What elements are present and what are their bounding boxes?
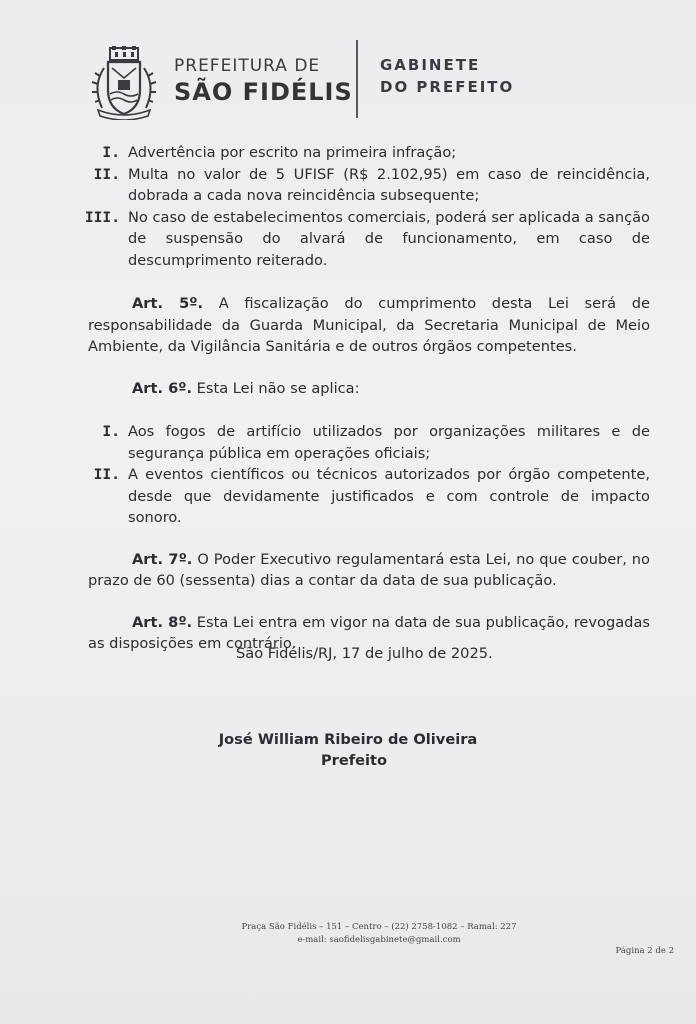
article-text: A fiscalização do cumprimento desta Lei será de responsabilidade da Guarda Municipal, da Secretaria Municipal de Meio Ambiente, da Vigilância Sanitária e de outros órgãos competentes.	[88, 295, 650, 355]
page-number: Página 2 de 2	[615, 946, 674, 956]
item-number: II.	[93, 466, 120, 483]
list-item	[84, 207, 650, 272]
list-item	[88, 464, 650, 529]
article-label: Art. 8º.	[132, 613, 193, 631]
coat-of-arms-icon	[88, 46, 160, 120]
letterhead	[88, 40, 648, 130]
article-5	[88, 293, 650, 358]
document-body	[84, 142, 650, 655]
item-number: III.	[84, 208, 120, 226]
item-number: I.	[102, 144, 120, 161]
list-item	[88, 164, 650, 207]
article-text: Esta Lei não se aplica:	[192, 379, 360, 397]
signatory-role: Prefeito	[320, 752, 388, 769]
article-text: O Poder Executivo regulamentará esta Lei, no que couber, no prazo de 60 (sessenta) dias a contar da data de sua publicação.	[88, 550, 650, 589]
cabinet-label-line2: DO PREFEITO	[380, 78, 515, 96]
footer	[0, 921, 696, 947]
header-divider	[356, 40, 358, 118]
item-number: I.	[102, 423, 120, 440]
article-label: Art. 5º.	[132, 295, 204, 312]
item-number: II.	[93, 165, 120, 183]
article-text: Esta Lei entra em vigor na data de sua publicação, revogadas as disposições em contrário.	[88, 613, 650, 652]
item-text: Multa no valor de 5 UFISF (R$ 2.102,95) em caso de reincidência, dobrada a cada nova reincidência subsequente;	[128, 165, 650, 204]
footer-address: Praça São Fidélis – 151 – Centro – (22) 2758-1082 – Ramal: 227	[241, 922, 517, 932]
city-name: SÃO FIDÉLIS	[174, 78, 353, 106]
article-label: Art. 6º.	[132, 379, 193, 397]
list-item	[88, 142, 650, 164]
item-text: No caso de estabelecimentos comerciais, poderá ser aplicada a sanção de suspensão do alvará de funcionamento, em caso de descumprimento reiterado.	[128, 208, 650, 269]
cabinet-label-line1: GABINETE	[380, 56, 481, 74]
list-item	[88, 421, 650, 464]
article-label: Art. 7º.	[132, 550, 193, 568]
item-text: Aos fogos de artifício utilizados por organizações militares e de segurança pública em operações oficiais;	[128, 423, 650, 462]
item-text: A eventos científicos ou técnicos autorizados por órgão competente, desde que devidamente justificados e com controle de impacto sonoro.	[128, 466, 650, 526]
prefeitura-label: PREFEITURA DE	[174, 56, 321, 76]
signatory-name: José William Ribeiro de Oliveira	[218, 731, 478, 748]
item-text: Advertência por escrito na primeira infração;	[128, 144, 457, 161]
article-7	[88, 549, 650, 592]
footer-email: e-mail: saofidelisgabinete@gmail.com	[297, 935, 461, 945]
document-date: São Fidélis/RJ, 17 de julho de 2025.	[236, 645, 493, 662]
article-6	[88, 378, 650, 400]
